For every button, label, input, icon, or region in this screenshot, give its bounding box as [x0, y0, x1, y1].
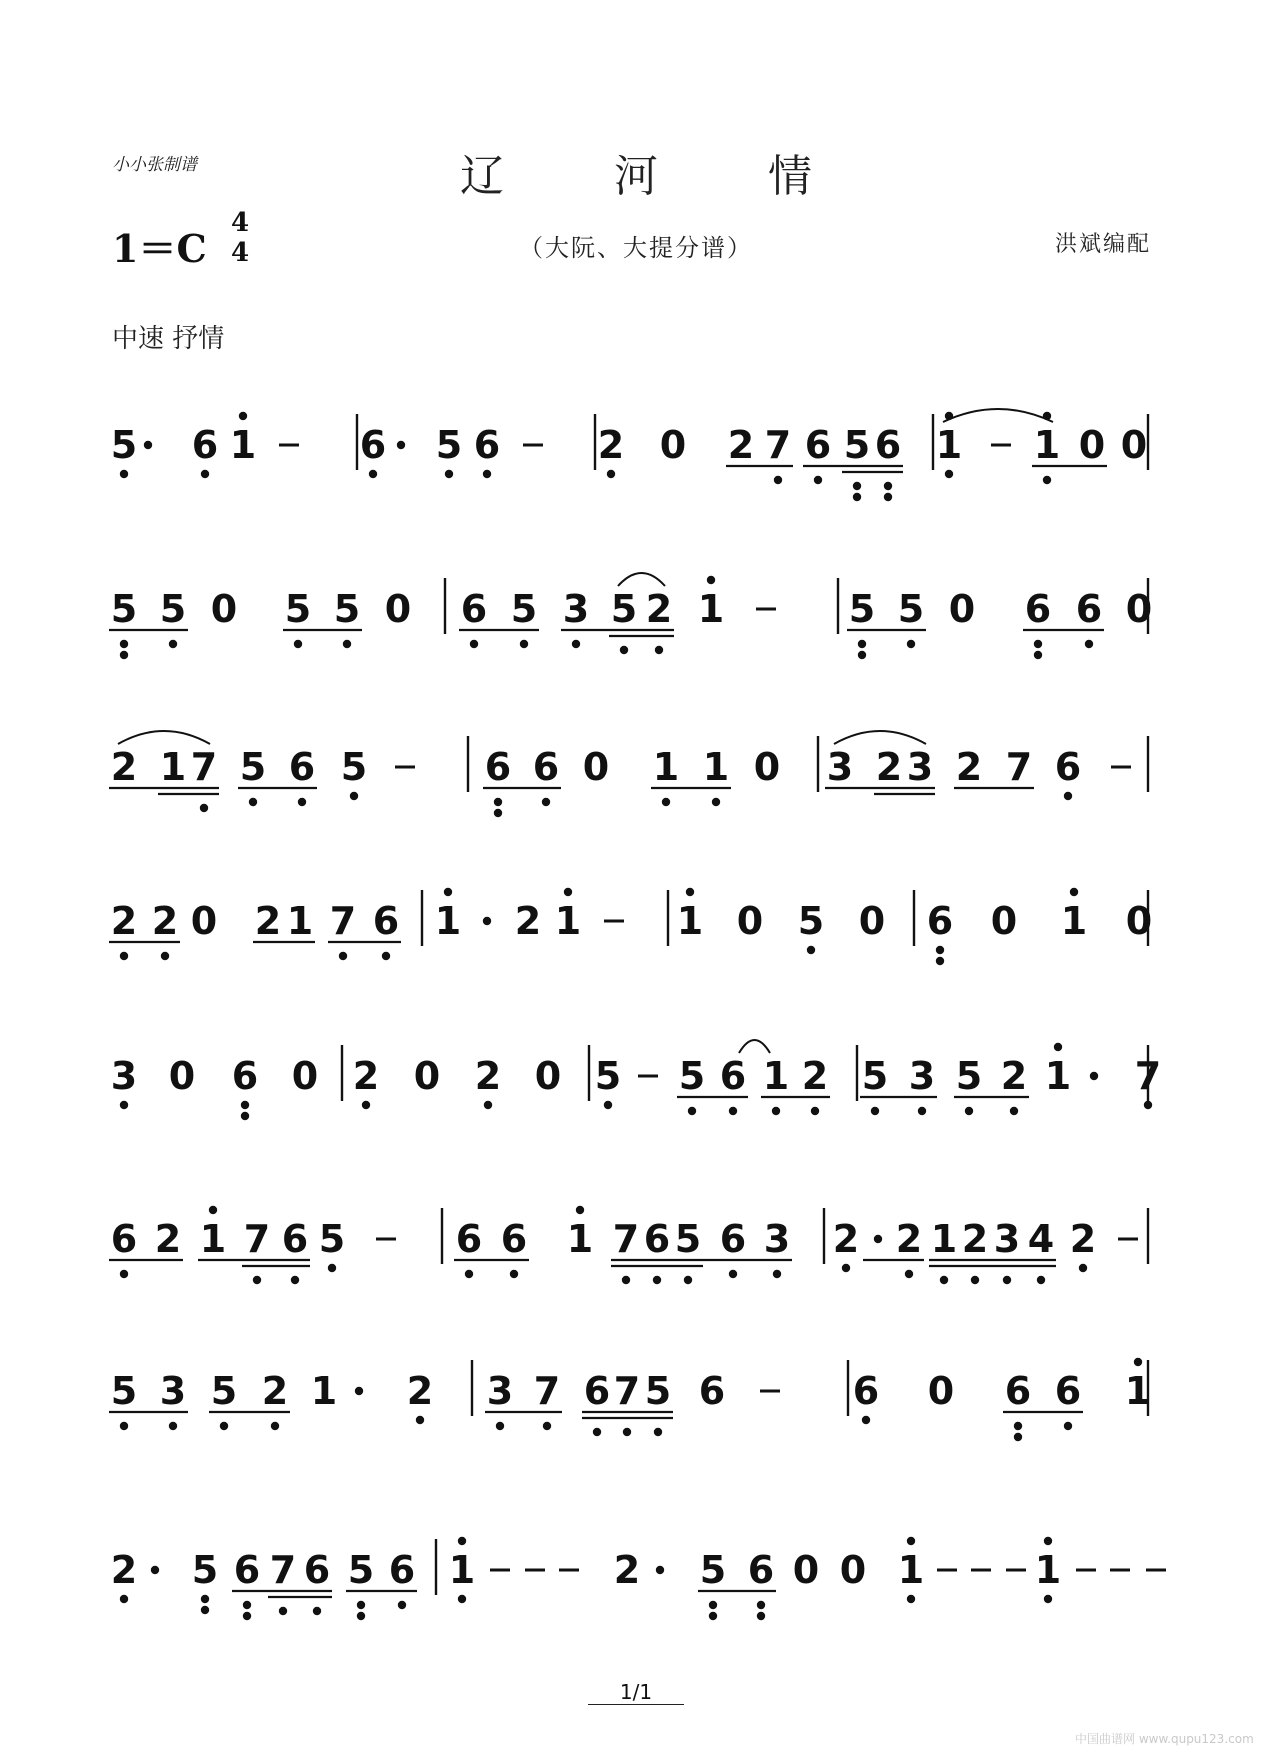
- octave-dot-low: [253, 1276, 261, 1284]
- note: 1: [159, 745, 187, 789]
- octave-dot-low: [773, 1270, 781, 1278]
- octave-dot-low: [350, 792, 358, 800]
- octave-dot-low: [757, 1612, 765, 1620]
- octave-dot-low: [871, 1107, 879, 1115]
- note: 1: [554, 899, 582, 943]
- note: 6: [110, 1217, 138, 1261]
- octave-dot-low: [936, 957, 944, 965]
- note: 7: [533, 1369, 561, 1413]
- octave-dot-low: [542, 798, 550, 806]
- note: 6: [1024, 587, 1052, 631]
- octave-dot-high: [1054, 1043, 1062, 1051]
- note: 2: [474, 1054, 502, 1098]
- octave-dot-low: [398, 1601, 406, 1609]
- note: 1: [897, 1548, 925, 1592]
- note: 0: [384, 587, 412, 631]
- octave-dot-low: [757, 1601, 765, 1609]
- note: 6: [532, 745, 560, 789]
- octave-dot-low: [1043, 476, 1051, 484]
- octave-dot-low: [936, 946, 944, 954]
- note: 0: [736, 899, 764, 943]
- octave-dot-low: [241, 1101, 249, 1109]
- note: 5: [347, 1548, 375, 1592]
- note: 5: [435, 423, 463, 467]
- note: 5: [843, 423, 871, 467]
- note: 6: [1054, 1369, 1082, 1413]
- octave-dot-low: [709, 1601, 717, 1609]
- note: 5: [239, 745, 267, 789]
- note: 2: [151, 899, 179, 943]
- octave-dot-high: [458, 1537, 466, 1545]
- octave-dot-low: [169, 1422, 177, 1430]
- octave-dot-low: [445, 470, 453, 478]
- octave-dot-low: [971, 1276, 979, 1284]
- octave-dot-low: [279, 1607, 287, 1615]
- octave-dot-low: [858, 651, 866, 659]
- octave-dot-high: [1134, 1358, 1142, 1366]
- octave-dot-high: [564, 888, 572, 896]
- note: 1: [448, 1548, 476, 1592]
- octave-dot-low: [1144, 1101, 1152, 1109]
- note: 6: [1004, 1369, 1032, 1413]
- octave-dot-low: [884, 482, 892, 490]
- note: 1: [762, 1054, 790, 1098]
- note: 2: [597, 423, 625, 467]
- augmentation-dot: [355, 1387, 363, 1395]
- note: 2: [1000, 1054, 1028, 1098]
- octave-dot-low: [1003, 1276, 1011, 1284]
- note: 5: [110, 423, 138, 467]
- augmentation-dot: [144, 441, 152, 449]
- note: 3: [486, 1369, 514, 1413]
- octave-dot-low: [120, 952, 128, 960]
- octave-dot-low: [907, 1595, 915, 1603]
- note: 6: [698, 1369, 726, 1413]
- augmentation-dot: [874, 1235, 882, 1243]
- octave-dot-high: [209, 1206, 217, 1214]
- note: 3: [993, 1217, 1021, 1261]
- note: 1: [697, 587, 725, 631]
- subtitle: （大阮、大提分谱）: [519, 234, 753, 262]
- octave-dot-low: [369, 470, 377, 478]
- octave-dot-low: [772, 1107, 780, 1115]
- octave-dot-low: [470, 640, 478, 648]
- octave-dot-low: [357, 1601, 365, 1609]
- octave-dot-low: [623, 1428, 631, 1436]
- note: 6: [233, 1548, 261, 1592]
- octave-dot-low: [510, 1270, 518, 1278]
- note: 2: [110, 899, 138, 943]
- note: 1: [702, 745, 730, 789]
- note: 2: [254, 899, 282, 943]
- augmentation-dot: [656, 1566, 664, 1574]
- note: 0: [168, 1054, 196, 1098]
- note: 2: [406, 1369, 434, 1413]
- octave-dot-low: [1064, 792, 1072, 800]
- note: 0: [753, 745, 781, 789]
- octave-dot-low: [1044, 1595, 1052, 1603]
- octave-dot-low: [709, 1612, 717, 1620]
- note: 2: [961, 1217, 989, 1261]
- octave-dot-low: [1010, 1107, 1018, 1115]
- note: 6: [455, 1217, 483, 1261]
- octave-dot-low: [382, 952, 390, 960]
- octave-dot-low: [729, 1270, 737, 1278]
- tie-slur: [943, 409, 1053, 422]
- octave-dot-low: [1064, 1422, 1072, 1430]
- note: 6: [372, 899, 400, 943]
- octave-dot-low: [662, 798, 670, 806]
- note: 5: [678, 1054, 706, 1098]
- note: 2: [955, 745, 983, 789]
- note: 6: [874, 423, 902, 467]
- octave-dot-low: [120, 1270, 128, 1278]
- octave-dot-low: [853, 493, 861, 501]
- augmentation-dot: [1090, 1072, 1098, 1080]
- note: 5: [110, 587, 138, 631]
- note: 1: [1124, 1369, 1152, 1413]
- note: 6: [388, 1548, 416, 1592]
- octave-dot-low: [483, 470, 491, 478]
- note: 3: [159, 1369, 187, 1413]
- octave-dot-low: [458, 1595, 466, 1603]
- watermark: 中国曲谱网 www.qupu123.com: [1075, 1732, 1254, 1746]
- note: 2: [875, 745, 903, 789]
- octave-dot-low: [853, 482, 861, 490]
- note: 1: [935, 423, 963, 467]
- note: 6: [719, 1054, 747, 1098]
- note: 1: [199, 1217, 227, 1261]
- octave-dot-high: [686, 888, 694, 896]
- note: 6: [1075, 587, 1103, 631]
- note: 6: [719, 1217, 747, 1261]
- octave-dot-low: [339, 952, 347, 960]
- note: 0: [792, 1548, 820, 1592]
- octave-dot-low: [120, 1101, 128, 1109]
- octave-dot-low: [607, 470, 615, 478]
- note: 0: [948, 587, 976, 631]
- octave-dot-low: [945, 470, 953, 478]
- octave-dot-low: [465, 1270, 473, 1278]
- octave-dot-low: [884, 493, 892, 501]
- note: 5: [699, 1548, 727, 1592]
- octave-dot-low: [271, 1422, 279, 1430]
- octave-dot-low: [814, 476, 822, 484]
- octave-dot-low: [807, 946, 815, 954]
- note: 5: [610, 587, 638, 631]
- octave-dot-low: [496, 1422, 504, 1430]
- octave-dot-low: [593, 1428, 601, 1436]
- key-signature: 1＝C: [112, 226, 207, 271]
- octave-dot-low: [201, 470, 209, 478]
- note: 6: [288, 745, 316, 789]
- octave-dot-low: [622, 1276, 630, 1284]
- octave-dot-low: [905, 1270, 913, 1278]
- octave-dot-low: [298, 798, 306, 806]
- note: 6: [1054, 745, 1082, 789]
- note: 6: [852, 1369, 880, 1413]
- augmentation-dot: [483, 917, 491, 925]
- augmentation-dot: [151, 1566, 159, 1574]
- note: 3: [826, 745, 854, 789]
- note: 7: [1005, 745, 1033, 789]
- arranger: 洪斌编配: [1055, 232, 1152, 257]
- note: 5: [191, 1548, 219, 1592]
- note: 2: [613, 1548, 641, 1592]
- octave-dot-low: [343, 640, 351, 648]
- octave-dot-low: [200, 804, 208, 812]
- octave-dot-low: [120, 470, 128, 478]
- octave-dot-low: [543, 1422, 551, 1430]
- octave-dot-low: [1037, 1276, 1045, 1284]
- octave-dot-high: [1070, 888, 1078, 896]
- octave-dot-low: [1085, 640, 1093, 648]
- octave-dot-low: [484, 1101, 492, 1109]
- note: 5: [644, 1369, 672, 1413]
- note: 0: [190, 899, 218, 943]
- octave-dot-low: [940, 1276, 948, 1284]
- octave-dot-low: [120, 640, 128, 648]
- augmentation-dot: [397, 441, 405, 449]
- octave-dot-low: [712, 798, 720, 806]
- note: 0: [413, 1054, 441, 1098]
- note: 7: [190, 745, 218, 789]
- note: 2: [514, 899, 542, 943]
- note: 3: [906, 745, 934, 789]
- octave-dot-low: [328, 1264, 336, 1272]
- note: 0: [582, 745, 610, 789]
- note: 2: [645, 587, 673, 631]
- note: 1: [1034, 1548, 1062, 1592]
- note: 6: [583, 1369, 611, 1413]
- note: 7: [243, 1217, 271, 1261]
- octave-dot-high: [1044, 1537, 1052, 1545]
- note: 5: [510, 587, 538, 631]
- note: 6: [281, 1217, 309, 1261]
- note: 2: [895, 1217, 923, 1261]
- octave-dot-low: [965, 1107, 973, 1115]
- note: 6: [500, 1217, 528, 1261]
- note: 5: [318, 1217, 346, 1261]
- note: 1: [1033, 423, 1061, 467]
- octave-dot-low: [169, 640, 177, 648]
- note: 5: [340, 745, 368, 789]
- octave-dot-low: [688, 1107, 696, 1115]
- note: 7: [764, 423, 792, 467]
- octave-dot-low: [243, 1601, 251, 1609]
- note: 5: [284, 587, 312, 631]
- note: 0: [291, 1054, 319, 1098]
- note: 1: [1044, 1054, 1072, 1098]
- note: 3: [562, 587, 590, 631]
- note: 1: [229, 423, 257, 467]
- note: 6: [484, 745, 512, 789]
- octave-dot-low: [494, 798, 502, 806]
- note: 6: [473, 423, 501, 467]
- octave-dot-low: [653, 1276, 661, 1284]
- note: 7: [612, 1217, 640, 1261]
- octave-dot-low: [774, 476, 782, 484]
- note: 0: [1078, 423, 1106, 467]
- octave-dot-low: [249, 798, 257, 806]
- note: 1: [1060, 899, 1088, 943]
- octave-dot-low: [1034, 640, 1042, 648]
- note: 1: [310, 1369, 338, 1413]
- note: 2: [154, 1217, 182, 1261]
- octave-dot-low: [655, 646, 663, 654]
- note: 3: [908, 1054, 936, 1098]
- octave-dot-high: [576, 1206, 584, 1214]
- octave-dot-low: [243, 1612, 251, 1620]
- octave-dot-low: [201, 1606, 209, 1614]
- note: 6: [191, 423, 219, 467]
- octave-dot-low: [862, 1416, 870, 1424]
- octave-dot-low: [120, 651, 128, 659]
- note: 7: [613, 1369, 641, 1413]
- octave-dot-low: [313, 1607, 321, 1615]
- note: 0: [659, 423, 687, 467]
- note: 6: [926, 899, 954, 943]
- time-signature-top: 4: [230, 208, 250, 238]
- score-title: 辽 河 情: [460, 151, 860, 202]
- note: 5: [848, 587, 876, 631]
- octave-dot-low: [654, 1428, 662, 1436]
- tie-slur: [118, 731, 210, 744]
- note: 5: [110, 1369, 138, 1413]
- octave-dot-low: [201, 1595, 209, 1603]
- octave-dot-low: [120, 1595, 128, 1603]
- octave-dot-high: [444, 888, 452, 896]
- note: 5: [897, 587, 925, 631]
- note: 5: [594, 1054, 622, 1098]
- octave-dot-low: [241, 1112, 249, 1120]
- octave-dot-low: [842, 1264, 850, 1272]
- note: 6: [804, 423, 832, 467]
- note: 0: [1125, 899, 1153, 943]
- octave-dot-low: [220, 1422, 228, 1430]
- note: 1: [434, 899, 462, 943]
- note: 4: [1027, 1217, 1055, 1261]
- note: 0: [1120, 423, 1148, 467]
- octave-dot-low: [520, 640, 528, 648]
- octave-dot-high: [707, 576, 715, 584]
- note: 2: [727, 423, 755, 467]
- octave-dot-low: [120, 1422, 128, 1430]
- tie-slur: [739, 1040, 770, 1053]
- note: 2: [1069, 1217, 1097, 1261]
- note: 2: [261, 1369, 289, 1413]
- page-number: 1/1: [0, 1680, 1272, 1704]
- note: 0: [990, 899, 1018, 943]
- octave-dot-low: [294, 640, 302, 648]
- octave-dot-low: [416, 1416, 424, 1424]
- octave-dot-high: [907, 1537, 915, 1545]
- note: 2: [110, 1548, 138, 1592]
- octave-dot-low: [291, 1276, 299, 1284]
- note: 3: [110, 1054, 138, 1098]
- note: 3: [763, 1217, 791, 1261]
- octave-dot-low: [907, 640, 915, 648]
- octave-dot-low: [918, 1107, 926, 1115]
- note: 6: [303, 1548, 331, 1592]
- note: 0: [839, 1548, 867, 1592]
- note: 1: [286, 899, 314, 943]
- note: 5: [955, 1054, 983, 1098]
- octave-dot-low: [494, 809, 502, 817]
- note: 5: [210, 1369, 238, 1413]
- octave-dot-low: [684, 1276, 692, 1284]
- note: 2: [110, 745, 138, 789]
- note: 7: [1134, 1054, 1162, 1098]
- note: 6: [747, 1548, 775, 1592]
- note: 0: [534, 1054, 562, 1098]
- time-signature-bottom: 4: [230, 238, 250, 268]
- note: 6: [460, 587, 488, 631]
- note: 0: [927, 1369, 955, 1413]
- note: 7: [329, 899, 357, 943]
- note: 6: [643, 1217, 671, 1261]
- octave-dot-low: [1034, 651, 1042, 659]
- note: 5: [333, 587, 361, 631]
- octave-dot-low: [1079, 1264, 1087, 1272]
- note: 0: [210, 587, 238, 631]
- note: 1: [930, 1217, 958, 1261]
- octave-dot-low: [729, 1107, 737, 1115]
- note: 2: [801, 1054, 829, 1098]
- octave-dot-low: [620, 646, 628, 654]
- note: 0: [1125, 587, 1153, 631]
- note: 7: [269, 1548, 297, 1592]
- octave-dot-high: [239, 412, 247, 420]
- tie-slur: [618, 573, 665, 586]
- octave-dot-low: [161, 952, 169, 960]
- note: 2: [352, 1054, 380, 1098]
- note: 1: [566, 1217, 594, 1261]
- octave-dot-low: [811, 1107, 819, 1115]
- note: 5: [674, 1217, 702, 1261]
- note: 1: [652, 745, 680, 789]
- octave-dot-low: [362, 1101, 370, 1109]
- octave-dot-low: [858, 640, 866, 648]
- tempo-marking: 中速 抒情: [112, 324, 225, 354]
- octave-dot-low: [1014, 1422, 1022, 1430]
- note: 5: [861, 1054, 889, 1098]
- octave-dot-low: [572, 640, 580, 648]
- note: 6: [231, 1054, 259, 1098]
- octave-dot-low: [604, 1101, 612, 1109]
- note: 5: [797, 899, 825, 943]
- tie-slur: [834, 731, 926, 744]
- octave-dot-low: [357, 1612, 365, 1620]
- note: 5: [159, 587, 187, 631]
- note: 6: [359, 423, 387, 467]
- octave-dot-low: [1014, 1433, 1022, 1441]
- note: 2: [832, 1217, 860, 1261]
- note: 1: [676, 899, 704, 943]
- credit: 小小张制谱: [112, 155, 197, 175]
- note: 0: [858, 899, 886, 943]
